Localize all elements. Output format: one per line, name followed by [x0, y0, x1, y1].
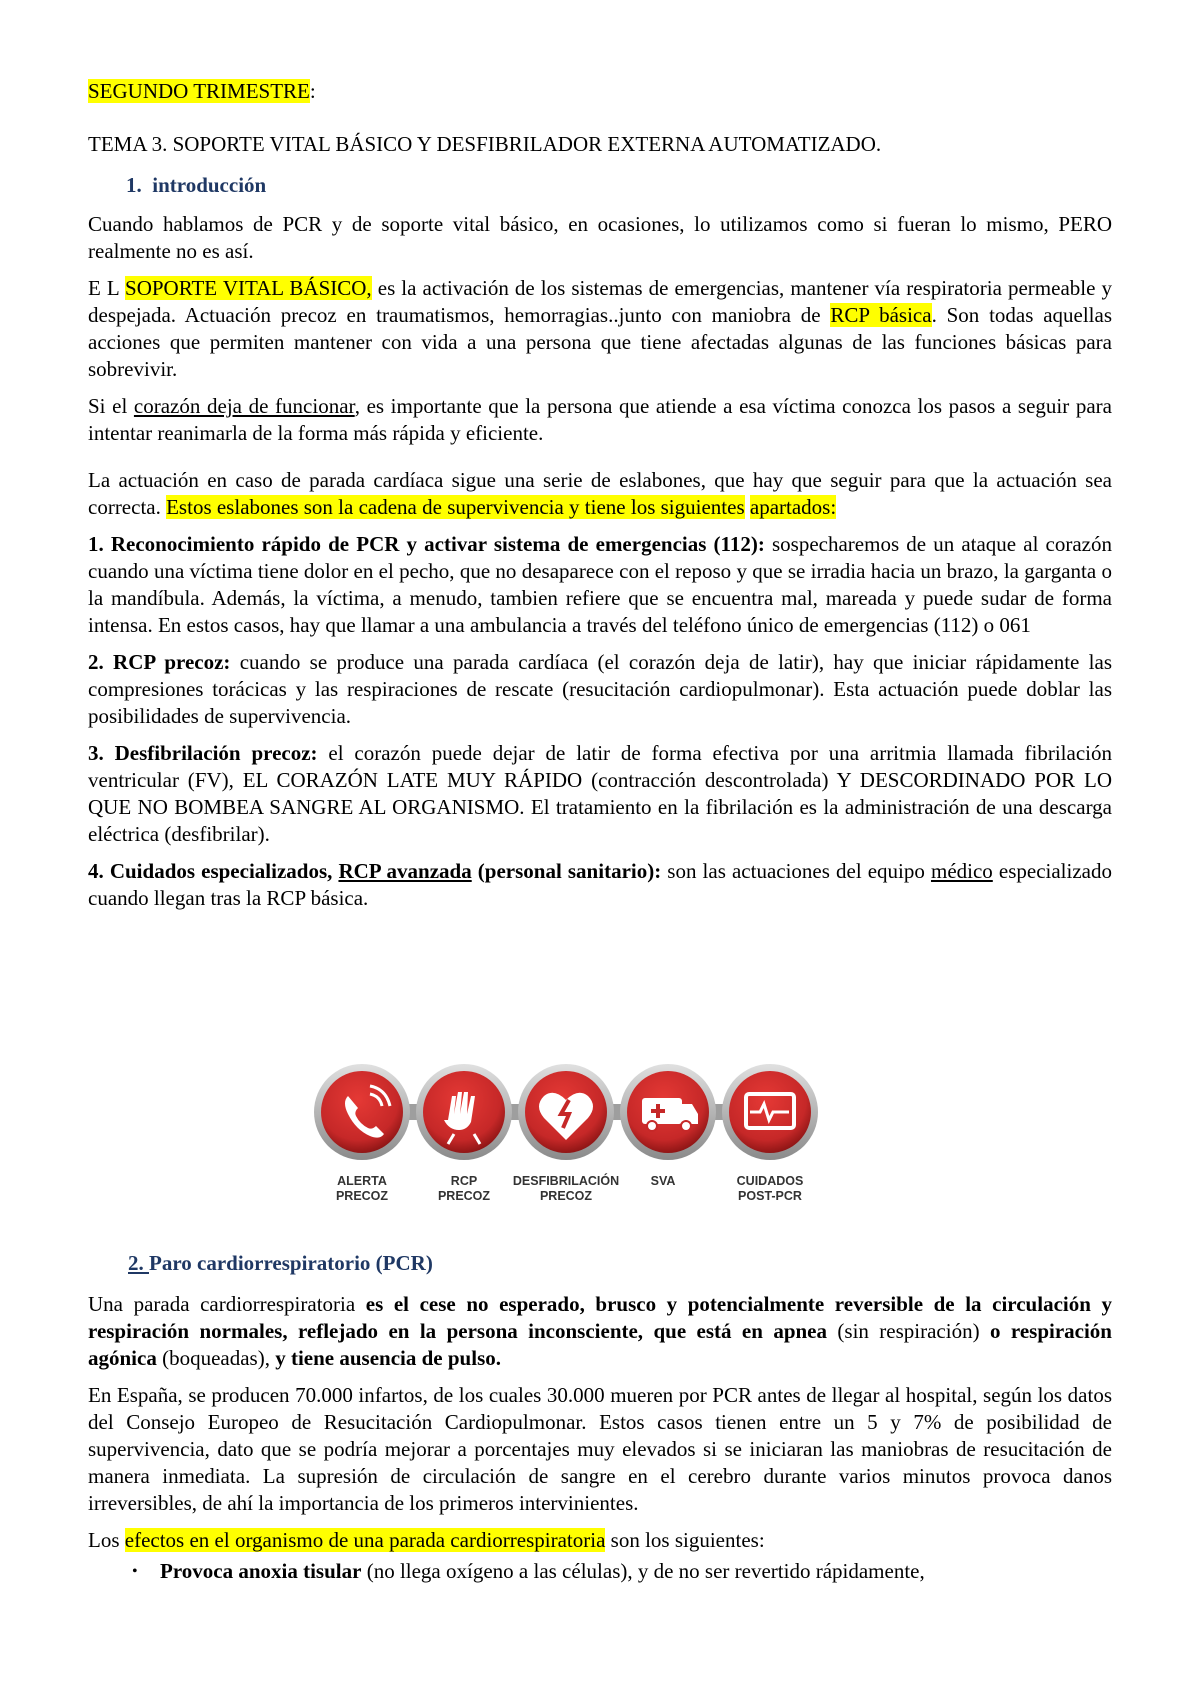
chain-label-alerta-line1: ALERTA — [337, 1174, 387, 1188]
chain-label-desfibrilacion-line2: PRECOZ — [539, 1189, 593, 1203]
chain-item-4-text-b: especializado cuando llegan tras la RCP básica. — [88, 859, 1112, 910]
effects-list-text — [160, 1558, 1112, 1585]
pcr-effects-intro — [88, 1527, 1112, 1554]
chain-item-3 — [88, 740, 1112, 848]
chain-label-sva — [608, 1174, 718, 1189]
chain-item-3-title: 3. Desfibrilación precoz: — [88, 741, 318, 765]
chain-item-2 — [88, 649, 1112, 730]
chain-item-4-title-b: (personal sanitario): — [471, 859, 662, 883]
intro-paragraph-4 — [88, 467, 1112, 521]
chain-label-desfibrilacion-line1: DESFIBRILACIÓN — [512, 1174, 620, 1188]
section2-body — [88, 1250, 1112, 1585]
pcr-def-a: Una parada cardiorrespiratoria — [88, 1292, 366, 1316]
section1-number: 1. — [126, 173, 142, 197]
chain-item-4-title-a: 4. Cuidados especializados, — [88, 859, 339, 883]
phone-icon — [314, 1064, 410, 1160]
chain-of-survival-figure — [312, 1060, 818, 1212]
anoxia-text: (no llega oxígeno a las células), y de no ser revertido rápidamente, — [361, 1559, 925, 1583]
pcr-def-bold-3: y tiene ausencia de pulso. — [275, 1346, 501, 1370]
p2-text-b: es la activación de los sistemas de emergencias, mantener vía respiratoria permeable y despejada. Actuación precoz en traumatismos, hemorragias..junto con maniobra de — [88, 276, 1112, 327]
pcr-effects-a: Los — [88, 1528, 125, 1552]
p2-text-a: E L — [88, 276, 126, 300]
chain-item-4-text-a: son las actuaciones del equipo — [661, 859, 931, 883]
bullet-marker: • — [132, 1563, 138, 1580]
section1-title: introducción — [152, 173, 267, 197]
document-body — [88, 78, 1112, 912]
pcr-effects-highlight: efectos en el organismo de una parada cardiorrespiratoria — [124, 1528, 606, 1552]
chain-item-2-text: cuando se produce una parada cardíaca (el corazón deja de latir), hay que iniciar rápidamente las compresiones torácicas y las respiraciones de rescate (resucitación cardiopulmonar). Esta actuación puede doblar las posibilidades de supervivencia. — [88, 650, 1112, 728]
section2-number: 2. — [128, 1251, 149, 1275]
cpr-hands-icon — [416, 1064, 512, 1160]
chain-item-4 — [88, 858, 1112, 912]
chain-icons — [312, 1060, 818, 1170]
chain-label-alerta — [307, 1174, 417, 1204]
chain-label-desfibrilacion — [511, 1174, 621, 1204]
section1-heading — [126, 172, 1112, 199]
p4-text-a: La actuación en caso de parada cardíaca sigue una serie de eslabones, que hay que seguir para que la actuación sea correcta. — [88, 468, 1112, 519]
chain-item-3-text: el corazón puede dejar de latir de forma efectiva por una arritmia llamada fibrilación ventricular (FV), EL CORAZÓN LATE MUY RÁPIDO (contracción descontrolada) Y DESCORDINADO POR LO QUE NO BOMBEA SANGRE AL ORGANISMO. El tratamiento en la fibrilación es la administración de una descarga eléctrica (desfibrilar). — [88, 741, 1112, 846]
chain-highlight-2: apartados: — [749, 495, 837, 519]
pcr-def-bold-2: o respiración agónica — [88, 1319, 1112, 1370]
medico-underline: médico — [930, 859, 993, 883]
defibrillator-heart-icon — [518, 1064, 614, 1160]
pcr-statistics: En España, se producen 70.000 infartos, de los cuales 30.000 mueren por PCR antes de llegar al hospital, según los datos del Consejo Europeo de Resucitación Cardiopulmonar. Estos casos tienen entre un 5 y 7% de posibilidad de supervivencia, dato que se podría mejorar a porcentajes muy elevados si se iniciaran las maniobras de resucitación de manera inmediata. La supresión de circulación de sangre en el cerebro durante varios minutos provoca danos irreversibles, de ahí la importancia de los primeros intervinientes. — [88, 1383, 1112, 1515]
chain-item-1-text: sospecharemos de un ataque al corazón cuando una víctima tiene dolor en el pecho, que no desaparece con el reposo y que se irradia hacia un brazo, la garganta o la mandíbula. Además, la víctima, a menudo, tambien refiere que se encuentra mal, mareada y puede sudar de forma intensa. En estos casos, hay que llamar a una ambulancia a través del teléfono único de emergencias (112) o 061 — [88, 532, 1112, 637]
anoxia-bold: Provoca anoxia tisular — [160, 1559, 362, 1583]
intro-paragraph-3 — [88, 393, 1112, 447]
pcr-def-bold-1: es el cese no esperado, brusco y potencialmente reversible de la circulación y respiración normales, reflejado en la persona inconsciente, que está en apnea — [88, 1292, 1112, 1343]
chain-label-rcp — [409, 1174, 519, 1204]
rcp-avanzada-underline: RCP avanzada — [338, 859, 472, 883]
chain-label-rcp-line1: RCP — [450, 1174, 478, 1188]
chain-label-cuidados — [715, 1174, 825, 1204]
section2-title: Paro cardiorrespiratorio (PCR) — [149, 1251, 433, 1275]
effects-list-item — [132, 1558, 1112, 1585]
monitor-icon — [722, 1064, 818, 1160]
intro-paragraph-1: Cuando hablamos de PCR y de soporte vital básico, en ocasiones, lo utilizamos como si fueran lo mismo, PERO realmente no es así. — [88, 212, 1112, 263]
chain-label-cuidados-line1: CUIDADOS — [736, 1174, 804, 1188]
p3-text-b: , es importante que la persona que atiende a esa víctima conozca los pasos a seguir para intentar reanimarla de la forma más rápida y eficiente. — [88, 394, 1112, 445]
p3-text-a: Si el — [88, 394, 134, 418]
svb-highlight: SOPORTE VITAL BÁSICO, — [125, 276, 372, 300]
pcr-def-d: (boqueadas), — [156, 1346, 276, 1370]
chain-label-rcp-line2: PRECOZ — [437, 1189, 491, 1203]
topic-title: TEMA 3. SOPORTE VITAL BÁSICO Y DESFIBRILADOR EXTERNA AUTOMATIZADO. — [88, 132, 882, 156]
pcr-definition — [88, 1291, 1112, 1372]
ambulance-icon — [620, 1064, 716, 1160]
chain-item-1 — [88, 531, 1112, 639]
pcr-effects-b: son los siguientes: — [605, 1528, 765, 1552]
trimester-heading — [88, 78, 1112, 105]
chain-label-sva-line1: SVA — [650, 1174, 676, 1188]
heart-stops-underline: corazón deja de funcionar — [133, 394, 355, 418]
trimester-highlight: SEGUNDO TRIMESTRE — [88, 79, 310, 103]
intro-paragraph-2 — [88, 275, 1112, 383]
chain-item-2-title: 2. RCP precoz: — [88, 650, 231, 674]
chain-label-cuidados-line2: POST-PCR — [738, 1189, 802, 1203]
chain-highlight-1: Estos eslabones son la cadena de supervivencia y tiene los siguientes — [166, 495, 745, 519]
p2-text-c: . Son todas aquellas acciones que permiten mantener con vida a una persona que tiene afectadas algunas de las funciones básicas para sobrevivir. — [88, 303, 1113, 381]
chain-item-1-title: 1. Reconocimiento rápido de PCR y activar sistema de emergencias (112): — [88, 532, 765, 556]
chain-label-alerta-line2: PRECOZ — [335, 1189, 389, 1203]
rcp-basica-highlight: RCP básica — [830, 303, 932, 327]
trimester-colon: : — [309, 79, 316, 103]
section2-heading — [128, 1250, 1112, 1277]
pcr-def-c: (sin respiración) — [827, 1319, 990, 1343]
